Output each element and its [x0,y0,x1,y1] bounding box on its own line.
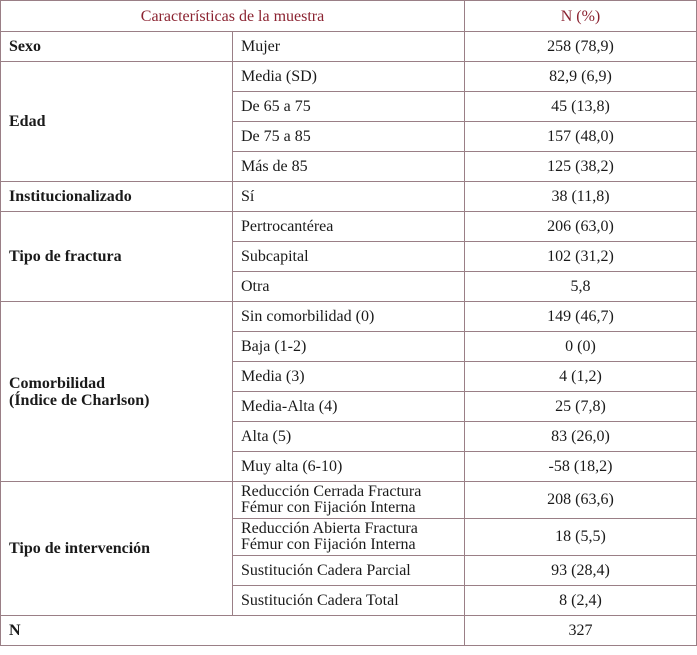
category-edad: Edad [1,62,233,182]
value-cell: 0 (0) [465,332,697,362]
value-cell: 208 (63,6) [465,482,697,519]
value-cell: 83 (26,0) [465,422,697,452]
subcategory-label: Otra [233,272,465,302]
header-n-percent: N (%) [465,1,697,32]
value-cell: 8 (2,4) [465,586,697,616]
table-row [1,182,697,212]
table-row [1,32,697,62]
subcategory-label: Más de 85 [233,152,465,182]
value-cell: 258 (78,9) [465,32,697,62]
subcategory-label: De 65 a 75 [233,92,465,122]
value-cell: 93 (28,4) [465,556,697,586]
subcategory-line2: Fémur con Fijación Interna [241,536,416,553]
subcategory-label: Media-Alta (4) [233,392,465,422]
subcategory-line1: Reducción Cerrada Fractura [241,483,422,500]
value-cell: 4 (1,2) [465,362,697,392]
subcategory-label: De 75 a 85 [233,122,465,152]
subcategory-label [233,519,465,556]
subcategory-label: Pertrocantérea [233,212,465,242]
value-cell: 38 (11,8) [465,182,697,212]
subcategory-line2: Fémur con Fijación Interna [241,499,416,516]
subcategory-label: Media (3) [233,362,465,392]
value-cell: 149 (46,7) [465,302,697,332]
category-sexo: Sexo [1,32,233,62]
table-row [1,482,697,519]
value-cell: 82,9 (6,9) [465,62,697,92]
category-comorbilidad [1,302,233,482]
value-cell: 5,8 [465,272,697,302]
subcategory-label: Subcapital [233,242,465,272]
value-cell: 102 (31,2) [465,242,697,272]
subcategory-label: Sí [233,182,465,212]
value-cell: -58 (18,2) [465,452,697,482]
subcategory-label [233,482,465,519]
table-total-row [1,616,697,646]
subcategory-label: Media (SD) [233,62,465,92]
total-label: N [1,616,465,646]
subcategory-label: Sustitución Cadera Parcial [233,556,465,586]
subcategory-line1: Reducción Abierta Fractura [241,520,418,537]
category-comorbilidad-line2: (Índice de Charlson) [9,391,150,409]
table-row [1,302,697,332]
subcategory-label: Sin comorbilidad (0) [233,302,465,332]
table-header-row [1,1,697,32]
table-row [1,212,697,242]
subcategory-label: Baja (1-2) [233,332,465,362]
value-cell: 125 (38,2) [465,152,697,182]
subcategory-label: Muy alta (6-10) [233,452,465,482]
value-cell: 157 (48,0) [465,122,697,152]
subcategory-label: Mujer [233,32,465,62]
category-comorbilidad-line1: Comorbilidad [9,374,106,392]
subcategory-label: Sustitución Cadera Total [233,586,465,616]
value-cell: 18 (5,5) [465,519,697,556]
category-institucionalizado: Institucionalizado [1,182,233,212]
value-cell: 45 (13,8) [465,92,697,122]
subcategory-label: Alta (5) [233,422,465,452]
value-cell: 206 (63,0) [465,212,697,242]
category-tipo-fractura: Tipo de fractura [1,212,233,302]
table-row [1,62,697,92]
total-value: 327 [465,616,697,646]
value-cell: 25 (7,8) [465,392,697,422]
header-characteristics: Características de la muestra [1,1,465,32]
category-tipo-intervencion: Tipo de intervención [1,482,233,616]
